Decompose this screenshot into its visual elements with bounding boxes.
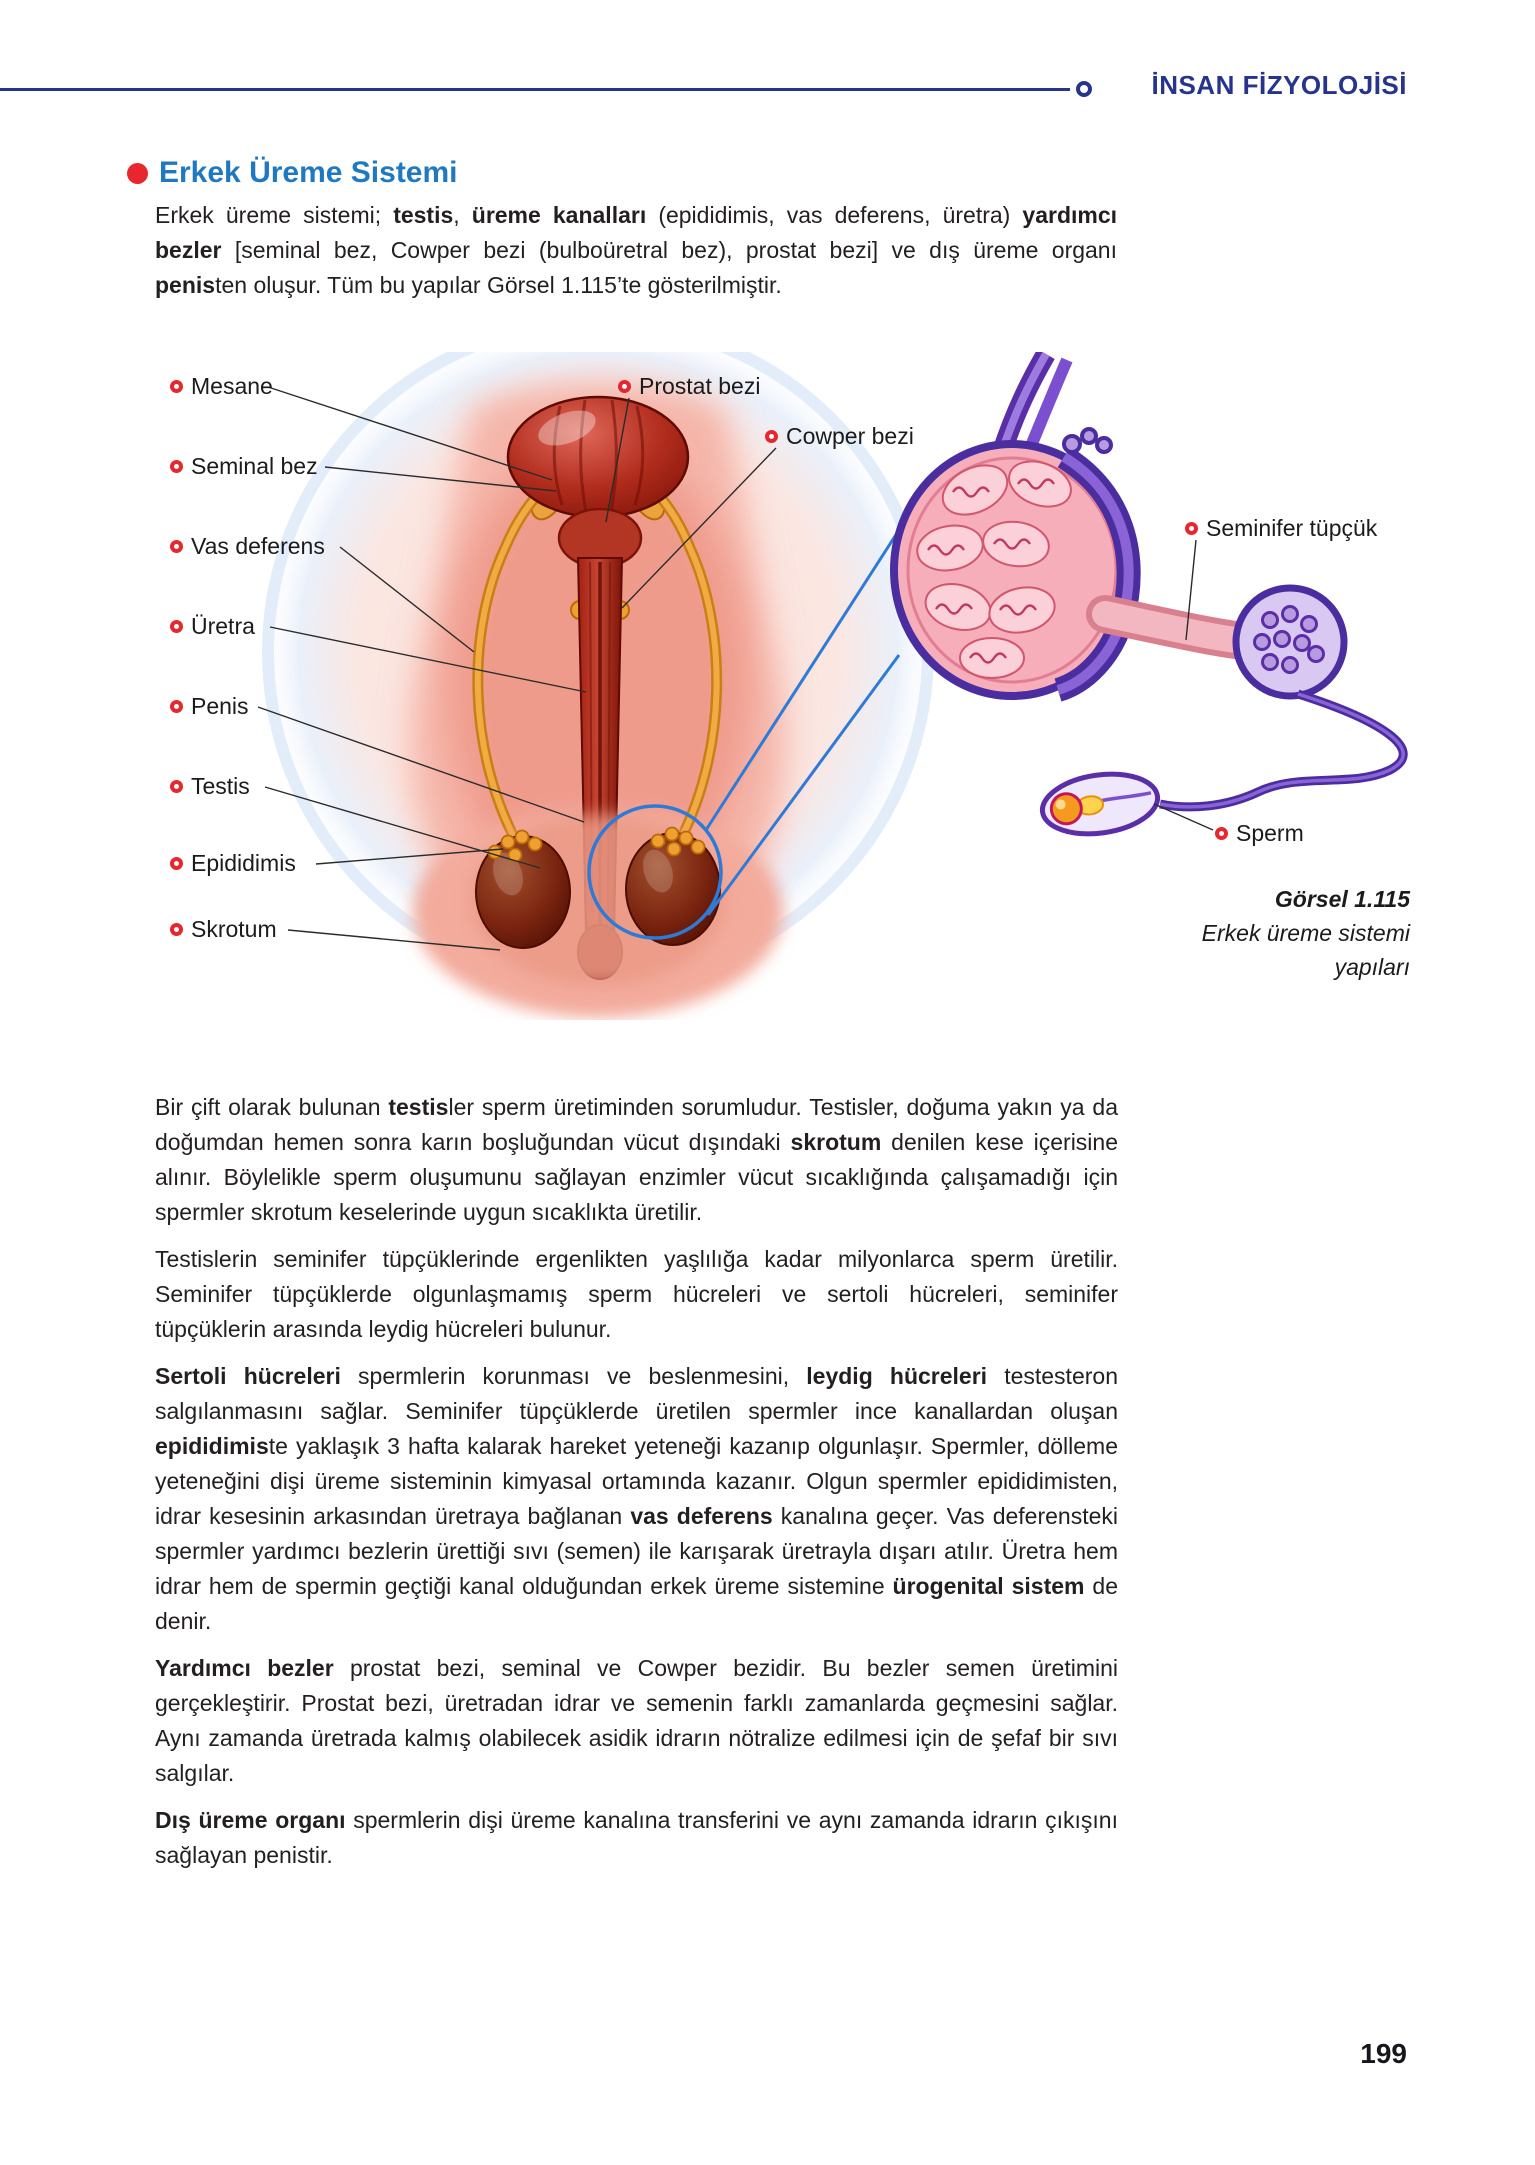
label-marker-icon [170,620,183,633]
body-paragraph-3: Sertoli hücreleri spermlerin korunması ve beslenmesini, leydig hücreleri testesteron salgılanmasını sağlar. Seminifer tüpçüklerde üretilen spermler ince kanallardan oluşan epididimiste yaklaşık 3 hafta kalarak hareket yeteneği kazanıp olgunlaşır. Spermler, dölleme yeteneğini dişi üreme sisteminin kimyasal ortamında kazanır. Olgun spermler epididimisten, idrar kesesinin arkasından üretraya bağlanan vas deferens kanalına geçer. Vas deferensteki spermler yardımcı bezlerin ürettiği sıvı (semen) ile karışarak üretrayla dışarı atılır. Üretra hem idrar hem de spermin geçtiği kanal olduğundan erkek üreme sistemine ürogenital sistem de denir. [155,1363,1118,1634]
label-marker-icon [618,380,631,393]
label-marker-icon [170,540,183,553]
figure-label-prostat-bezi [618,373,760,400]
figure-1-115 [0,352,1535,1020]
figure-label-skrotum [170,916,277,943]
label-marker-icon [1185,522,1198,535]
label-text: Penis [191,693,249,719]
figure-label-seminifer-tupcuk [1185,515,1377,542]
label-marker-icon [170,700,183,713]
figure-label-mesane [170,373,273,400]
label-marker-icon [170,923,183,936]
label-text: Mesane [191,373,273,399]
label-text: Sperm [1236,820,1304,846]
body-paragraph-5: Dış üreme organı spermlerin dişi üreme kanalına transferini ve aynı zamanda idrarın çıkışını sağlayan penistir. [155,1807,1118,1868]
label-text: Seminal bez [191,453,318,479]
body-paragraph-1: Bir çift olarak bulunan testisler sperm üretiminden sorumludur. Testisler, doğuma yakın ya da doğumdan hemen sonra karın boşluğundan vücut dışındaki skrotum denilen kese içerisine alınır. Böylelikle sperm oluşumunu sağlayan enzimler vücut sıcaklığında çalışamadığı için spermler skrotum keselerinde uygun sıcaklıkta üretilir. [155,1094,1119,1225]
figure-label-seminal-bez [170,453,318,480]
label-marker-icon [170,857,183,870]
label-text: Cowper bezi [786,423,914,449]
figure-label-testis [170,773,250,800]
caption-line: Erkek üreme sistemi [1201,920,1410,946]
body-paragraph-2: Testislerin seminifer tüpçüklerinde ergenlikten yaşlılığa kadar milyonlarca sperm üretilir. Seminifer tüpçüklerde olgunlaşmamış sperm hücreleri ve sertoli hücreleri, seminifer tüpçüklerin arasında leydig hücreleri bulunur. [155,1246,1118,1342]
section-bullet-icon [127,163,148,184]
intro-paragraph: Erkek üreme sistemi; testis, üreme kanalları (epididimis, vas deferens, üretra) yardımcı bezler [seminal bez, Cowper bezi (bulboüretral bez), prostat bezi] ve dış üreme organı penisten oluşur. Tüm bu yapılar Görsel 1.115’te gösterilmiştir. [155,202,1118,298]
label-text: Vas deferens [191,533,325,559]
figure-caption [1202,882,1410,984]
label-text: Seminifer tüpçük [1206,515,1378,541]
figure-label-epididimis [170,850,296,877]
caption-title: Görsel 1.115 [1274,886,1410,912]
figure-label-vas-deferens [170,533,325,560]
chapter-title: İNSAN FİZYOLOJİSİ [1151,70,1407,100]
body-paragraph-4: Yardımcı bezler prostat bezi, seminal ve Cowper bezidir. Bu bezler semen üretimini gerçekleştirir. Prostat bezi, üretradan idrar ve semenin farklı zamanlarda geçmesini sağlar. Aynı zamanda üretrada kalmış olabilecek asidik idrarın nötralize edilmesi için de şefaf bir sıvı salgılar. [155,1655,1118,1786]
label-marker-icon [765,430,778,443]
section-title-row [127,156,458,190]
figure-label-uretra [170,613,255,640]
label-text: Üretra [191,613,255,639]
figure-label-cowper-bezi [765,423,914,450]
label-marker-icon [170,380,183,393]
figure-label-penis [170,693,249,720]
header-rule [0,88,1070,91]
figure-label-sperm [1215,820,1304,847]
label-marker-icon [170,460,183,473]
page-number: 199 [1360,2038,1407,2069]
label-text: Prostat bezi [639,373,761,399]
section-title: Erkek Üreme Sistemi [159,156,458,189]
header-rule-dot-icon [1076,81,1092,97]
label-marker-icon [1215,827,1228,840]
label-marker-icon [170,780,183,793]
label-text: Epididimis [191,850,296,876]
label-text: Testis [191,773,250,799]
body-text [155,1090,1118,1885]
label-text: Skrotum [191,916,277,942]
caption-line: yapıları [1334,954,1410,980]
